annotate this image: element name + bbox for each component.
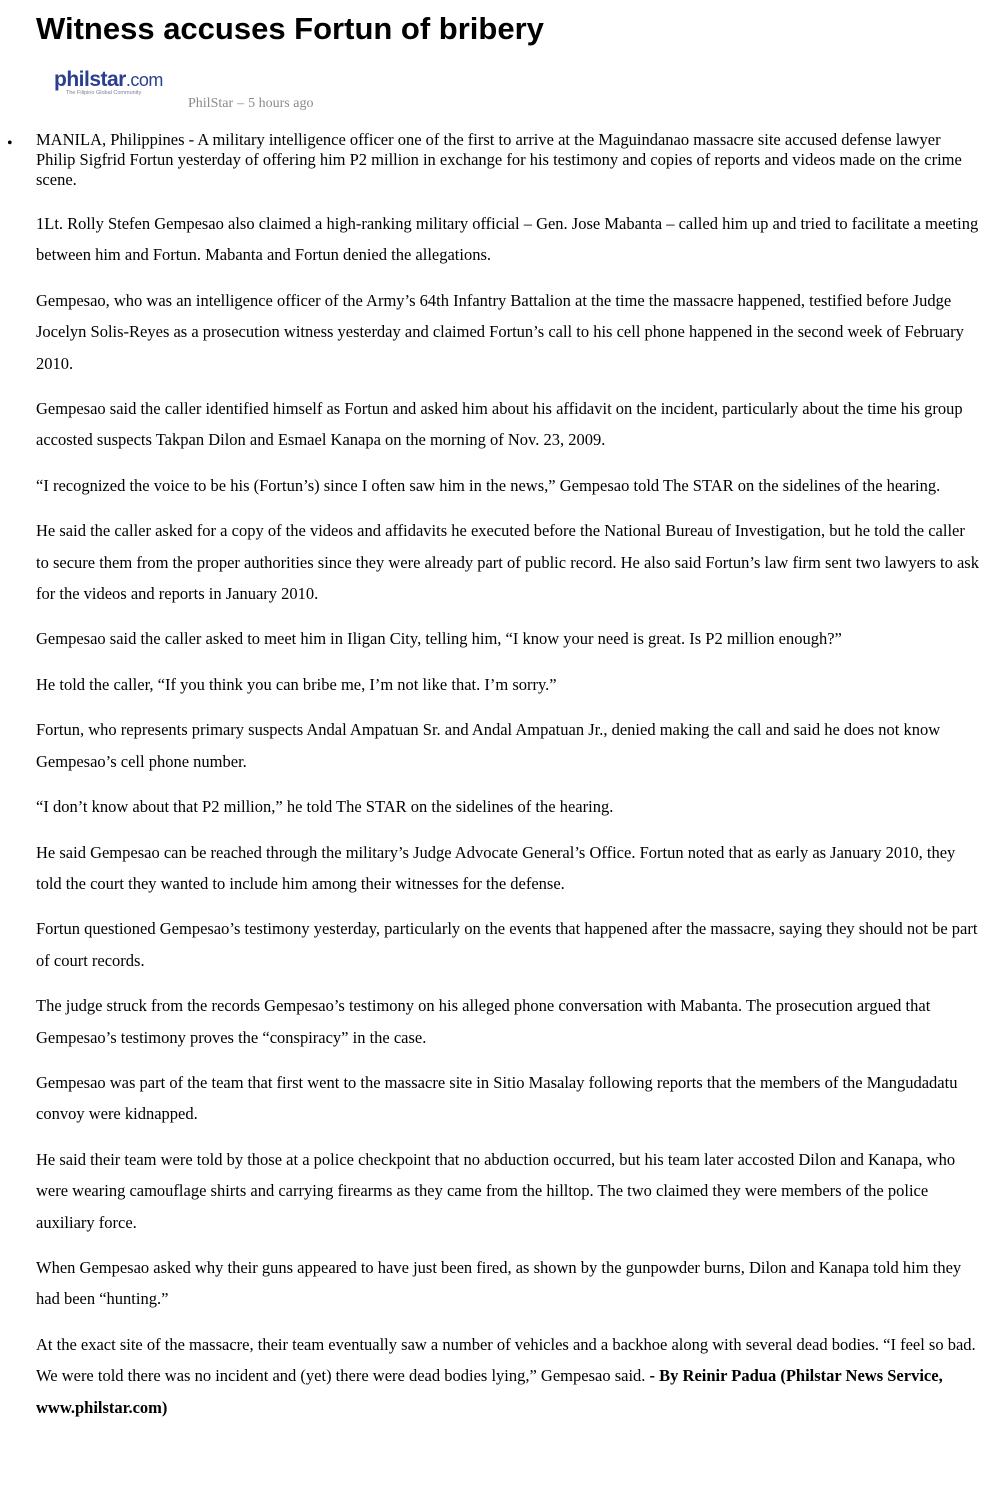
article-paragraph: 1Lt. Rolly Stefen Gempesao also claimed a high-ranking military official – Gen. Jose Mabanta – called him up and tried to facilitate a meeting between him and Fortun. Mabanta and Fortun denied the allegations. <box>36 214 979 265</box>
article-paragraph: Gempesao said the caller identified himself as Fortun and asked him about his affidavit on the incident, particularly about the time his group accosted suspects Takpan Dilon and Esmael Kanapa on the morning of Nov. 23, 2009. <box>36 399 963 450</box>
article-paragraph: The judge struck from the records Gempesao’s testimony on his alleged phone conversation with Mabanta. The prosecution argued that Gempesao’s testimony proves the “conspiracy” in the case. <box>36 996 931 1047</box>
logo-name: philstar <box>54 68 126 91</box>
article-paragraph: “I recognized the voice to be his (Fortun’s) since I often saw him in the news,” Gempesao told The STAR on the sidelines of the hearing. <box>36 475 941 495</box>
article-paragraph: Gempesao, who was an intelligence officer of the Army’s 64th Infantry Battalion at the time the massacre happened, testified before Judge Jocelyn Solis-Reyes as a prosecution witness yesterday and claimed Fortun’s call to his cell phone happened in the second week of February 2010. <box>36 290 964 373</box>
final-paragraph <box>36 1329 981 1423</box>
philstar-logo <box>54 68 180 102</box>
article-headline: Witness accuses Fortun of bribery <box>36 11 544 46</box>
source-separator: – <box>237 96 245 111</box>
article-paragraph: He said Gempesao can be reached through the military’s Judge Advocate General’s Office. Fortun noted that as early as January 2010, they told the court they wanted to include him among their witnesses for the defense. <box>36 842 956 893</box>
lead-paragraph: MANILA, Philippines - A military intelligence officer one of the first to arrive at the Maguindanao massacre site accused defense lawyer Philip Sigfrid Fortun yesterday of offering him P2 million in exchange for his testimony and copies of reports and videos made on the crime scene. <box>36 130 962 189</box>
byline: - By Reinir Padua (Philstar News Service, www.philstar.com) <box>36 1366 943 1417</box>
source-name: PhilStar <box>188 96 234 111</box>
list-bullet-icon: • <box>7 135 13 152</box>
article-body <box>36 208 981 1423</box>
article-paragraph: He said their team were told by those at a police checkpoint that no abduction occurred, but his team later accosted Dilon and Kanapa, who were wearing camouflage shirts and carrying firearms as they came from the hilltop. The two claimed they were members of the police auxiliary force. <box>36 1149 956 1232</box>
logo-suffix: .com <box>125 70 163 90</box>
article-paragraph: “I don’t know about that P2 million,” he told The STAR on the sidelines of the hearing. <box>36 797 614 817</box>
article-paragraph: He said the caller asked for a copy of the videos and affidavits he executed before the National Bureau of Investigation, but he told the caller to secure them from the proper authorities since they were already part of public record. He also said Fortun’s law firm sent two lawyers to ask for the videos and reports in January 2010. <box>36 521 979 604</box>
article-paragraph: Gempesao was part of the team that first went to the massacre site in Sitio Masalay following reports that the members of the Mangudadatu convoy were kidnapped. <box>36 1072 958 1124</box>
article-paragraph: Gempesao said the caller asked to meet him in Iligan City, telling him, “I know your need is great. Is P2 million enough?” <box>36 629 842 649</box>
final-paragraph-text: At the exact site of the massacre, their team eventually saw a number of vehicles and a backhoe along with several dead bodies. “I feel so bad. We were told there was no incident and (yet) there were dead bodies lying,” Gempesao said. <box>36 1334 976 1386</box>
article-paragraph: Fortun questioned Gempesao’s testimony yesterday, particularly on the events that happened after the massacre, saying they should not be part of court records. <box>36 919 978 970</box>
article-paragraph: He told the caller, “If you think you can bribe me, I’m not like that. I’m sorry.” <box>36 674 557 694</box>
source-line <box>188 95 313 113</box>
article-paragraph: Fortun, who represents primary suspects Andal Ampatuan Sr. and Andal Ampatuan Jr., denied making the call and said he does not know Gempesao’s cell phone number. <box>36 720 941 771</box>
logo-tagline: The Filipino Global Community <box>66 90 142 96</box>
timestamp: 5 hours ago <box>248 96 314 111</box>
article-paragraph: When Gempesao asked why their guns appeared to have just been fired, as shown by the gunpowder burns, Dilon and Kanapa told him they had been “hunting.” <box>36 1257 962 1309</box>
